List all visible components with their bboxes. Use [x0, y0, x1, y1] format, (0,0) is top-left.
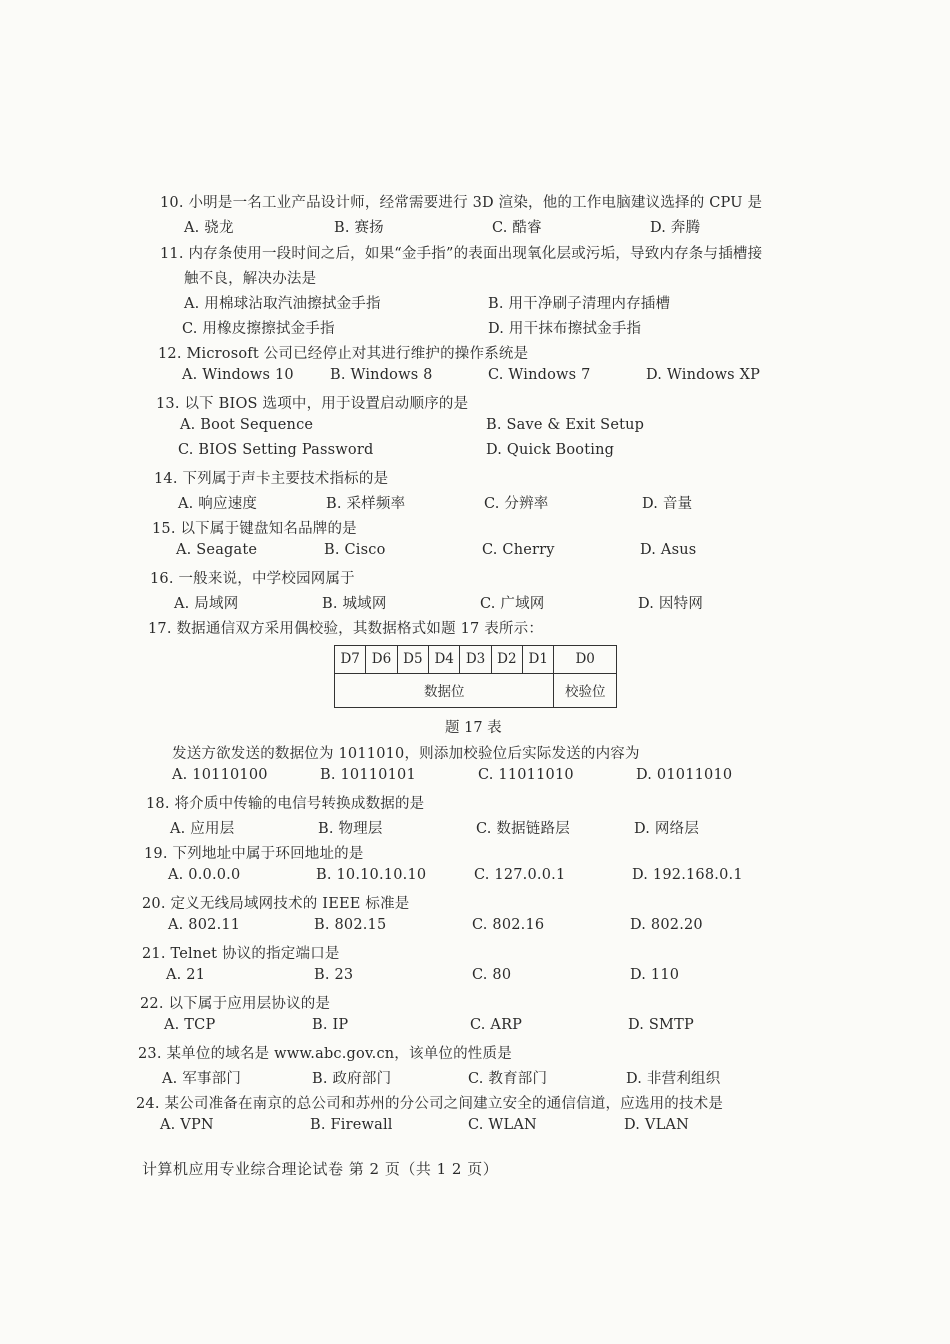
table-cell-d7: D7 [335, 646, 366, 674]
table-cell-d4: D4 [429, 646, 460, 674]
question-14-option-a: A. 响应速度 [178, 496, 258, 512]
question-15-option-c: C. Cherry [482, 542, 555, 558]
question-22-option-b: B. IP [312, 1017, 349, 1033]
question-12-option-d: D. Windows XP [646, 367, 761, 383]
question-22-option-c: C. ARP [470, 1017, 523, 1033]
question-24-stem: 24. 某公司准备在南京的总公司和苏州的分公司之间建立安全的通信信道，应选用的技术是 [136, 1096, 724, 1112]
question-20-option-c: C. 802.16 [472, 917, 545, 933]
question-16-option-b: B. 城域网 [322, 596, 387, 612]
question-10-option-a: A. 骁龙 [184, 220, 234, 236]
question-23-option-a: A. 军事部门 [162, 1071, 242, 1087]
table-cell-d0: D0 [554, 646, 617, 674]
question-20-stem: 20. 定义无线局域网技术的 IEEE 标准是 [142, 896, 410, 912]
question-18-option-b: B. 物理层 [318, 821, 383, 837]
question-19-stem: 19. 下列地址中属于环回地址的是 [144, 846, 364, 862]
question-22-option-d: D. SMTP [628, 1017, 694, 1033]
question-23-stem: 23. 某单位的域名是 www.abc.gov.cn，该单位的性质是 [138, 1046, 512, 1062]
table-cell-d5: D5 [397, 646, 428, 674]
question-10-option-d: D. 奔腾 [650, 220, 701, 236]
question-19-option-d: D. 192.168.0.1 [632, 867, 743, 883]
question-16-option-a: A. 局域网 [174, 596, 239, 612]
question-16-stem: 16. 一般来说，中学校园网属于 [150, 571, 355, 587]
table-cell-d6: D6 [366, 646, 397, 674]
question-10-option-c: C. 酷睿 [492, 220, 542, 236]
question-23-option-d: D. 非营利组织 [626, 1071, 721, 1087]
question-11-option-b: B. 用干净刷子清理内存插槽 [488, 296, 671, 312]
question-16-option-c: C. 广域网 [480, 596, 545, 612]
question-20-option-b: B. 802.15 [314, 917, 387, 933]
question-15-option-a: A. Seagate [176, 542, 258, 558]
question-13-option-a: A. Boot Sequence [180, 417, 314, 433]
page-footer: 计算机应用专业综合理论试卷 第 2 页（共 1 2 页） [142, 1160, 499, 1178]
question-18-option-c: C. 数据链路层 [476, 821, 570, 837]
question-11-option-a: A. 用棉球沾取汽油擦拭金手指 [184, 296, 381, 312]
question-14-option-d: D. 音量 [642, 496, 693, 512]
table-cell-d3: D3 [460, 646, 491, 674]
question-21-option-d: D. 110 [630, 967, 680, 983]
table-cell-d2: D2 [491, 646, 522, 674]
question-17-stem: 17. 数据通信双方采用偶校验，其数据格式如题 17 表所示： [148, 621, 544, 637]
question-12-option-b: B. Windows 8 [330, 367, 433, 383]
question-24-option-c: C. WLAN [468, 1117, 537, 1133]
question-17-option-c: C. 11011010 [478, 767, 574, 783]
question-11-stem-line2: 触不良，解决办法是 [184, 271, 317, 287]
question-18-stem: 18. 将介质中传输的电信号转换成数据的是 [146, 796, 425, 812]
question-14-option-c: C. 分辨率 [484, 496, 549, 512]
question-17-option-a: A. 10110100 [172, 767, 268, 783]
question-12-stem: 12. Microsoft 公司已经停止对其进行维护的操作系统是 [158, 346, 529, 362]
table-cell-d1: D1 [523, 646, 554, 674]
question-10-option-b: B. 赛扬 [334, 220, 384, 236]
question-15-option-b: B. Cisco [324, 542, 386, 558]
question-14-option-b: B. 采样频率 [326, 496, 406, 512]
question-10-stem: 10. 小明是一名工业产品设计师，经常需要进行 3D 渲染，他的工作电脑建议选择的 CPU 是 [160, 195, 763, 211]
question-24-option-b: B. Firewall [310, 1117, 393, 1133]
question-20-option-a: A. 802.11 [168, 917, 241, 933]
question-21-option-a: A. 21 [166, 967, 206, 983]
question-17-option-b: B. 10110101 [320, 767, 416, 783]
table-cell-data-bits-label: 数据位 [335, 673, 554, 707]
question-11-option-c: C. 用橡皮擦擦拭金手指 [182, 321, 335, 337]
question-12-option-c: C. Windows 7 [488, 367, 591, 383]
question-13-option-d: D. Quick Booting [486, 442, 615, 458]
question-19-option-a: A. 0.0.0.0 [168, 867, 241, 883]
question-17-stem-line2: 发送方欲发送的数据位为 1011010，则添加校验位后实际发送的内容为 [172, 746, 640, 762]
table-17-caption: 题 17 表 [445, 720, 502, 736]
question-18-option-d: D. 网络层 [634, 821, 700, 837]
question-17-option-d: D. 01011010 [636, 767, 733, 783]
question-11-option-d: D. 用干抹布擦拭金手指 [488, 321, 642, 337]
question-12-option-a: A. Windows 10 [182, 367, 294, 383]
question-22-stem: 22. 以下属于应用层协议的是 [140, 996, 331, 1012]
question-13-stem: 13. 以下 BIOS 选项中，用于设置启动顺序的是 [156, 396, 469, 412]
question-22-option-a: A. TCP [164, 1017, 216, 1033]
question-15-option-d: D. Asus [640, 542, 697, 558]
table-cell-check-bit-label: 校验位 [554, 673, 617, 707]
question-20-option-d: D. 802.20 [630, 917, 703, 933]
question-23-option-b: B. 政府部门 [312, 1071, 392, 1087]
table-label-row [335, 673, 617, 707]
question-13-option-c: C. BIOS Setting Password [178, 442, 374, 458]
question-21-stem: 21. Telnet 协议的指定端口是 [142, 946, 340, 962]
question-14-stem: 14. 下列属于声卡主要技术指标的是 [154, 471, 389, 487]
question-21-option-b: B. 23 [314, 967, 354, 983]
parity-data-format-table [334, 645, 617, 708]
table-bit-row [335, 646, 617, 674]
question-19-option-b: B. 10.10.10.10 [316, 867, 427, 883]
question-21-option-c: C. 80 [472, 967, 512, 983]
question-24-option-d: D. VLAN [624, 1117, 689, 1133]
question-11-stem: 11. 内存条使用一段时间之后，如果“金手指”的表面出现氧化层或污垢，导致内存条与插槽接 [160, 246, 763, 262]
question-13-option-b: B. Save & Exit Setup [486, 417, 645, 433]
question-15-stem: 15. 以下属于键盘知名品牌的是 [152, 521, 357, 537]
question-18-option-a: A. 应用层 [170, 821, 235, 837]
question-23-option-c: C. 教育部门 [468, 1071, 548, 1087]
question-19-option-c: C. 127.0.0.1 [474, 867, 566, 883]
question-24-option-a: A. VPN [160, 1117, 214, 1133]
question-16-option-d: D. 因特网 [638, 596, 704, 612]
